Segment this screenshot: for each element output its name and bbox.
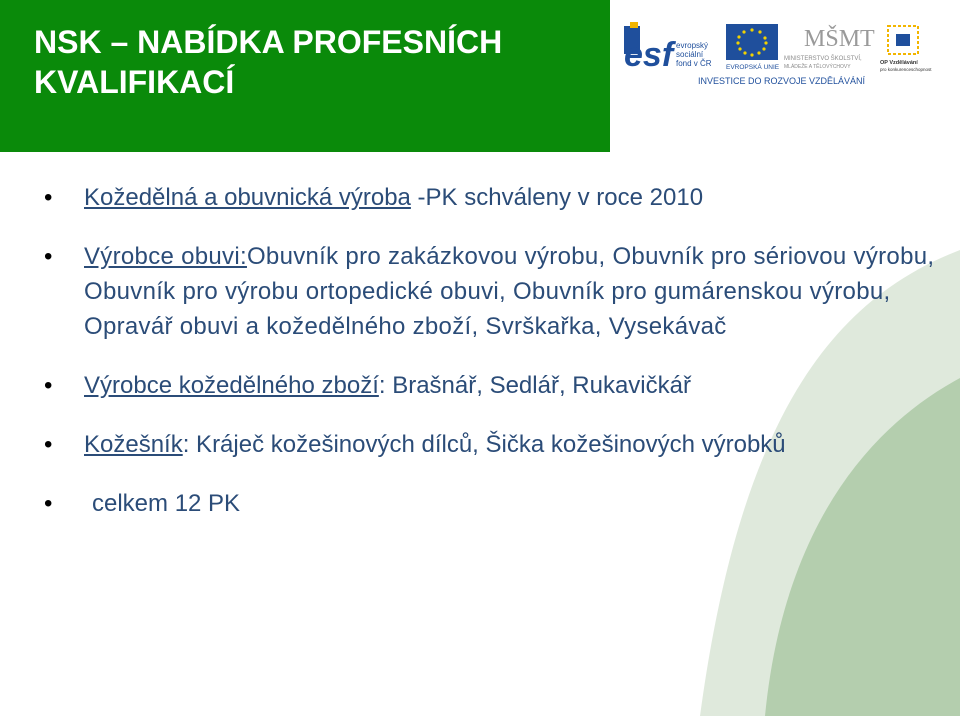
bullet-link[interactable]: Výrobce obuvi: xyxy=(84,243,247,270)
bullet-text: celkem 12 PK xyxy=(92,490,241,517)
bullet-item xyxy=(44,180,944,215)
bullet-item xyxy=(44,486,944,521)
msmt-line1: MINISTERSTVO ŠKOLSTVÍ, xyxy=(784,56,862,62)
esf-line1: evropský xyxy=(676,41,709,50)
msmt-mark: MŠMT xyxy=(804,26,875,52)
bullet-list xyxy=(44,180,944,521)
bullet-link[interactable]: Kožešník xyxy=(84,431,183,458)
op-line1: OP Vzdělávání xyxy=(880,60,918,66)
bullet-item xyxy=(44,239,944,344)
eu-label: EVROPSKÁ UNIE xyxy=(726,64,780,71)
bullet-link[interactable]: Kožedělná a obuvnická výroba xyxy=(84,184,411,211)
esf-logo xyxy=(624,22,712,74)
bullet-link[interactable]: Výrobce kožedělného zboží xyxy=(84,372,379,399)
bullet-item xyxy=(44,368,944,403)
content-area xyxy=(44,180,944,545)
bullet-text: Obuvník pro zakázkovou výrobu, Obuvník pro sériovou výrobu, Obuvník pro výrobu ortopedické obuvi, Obuvník pro gumárenskou výrobu, Opravář obuvi a kožedělného zboží, Svrškařka, Vysekávač xyxy=(84,243,935,340)
bullet-text: : Brašnář, Sedlář, Rukavičkář xyxy=(378,372,691,399)
op-line2: pro konkurenceschopnost xyxy=(880,67,932,72)
logo-tagline: INVESTICE DO ROZVOJE VZDĚLÁVÁNÍ xyxy=(698,76,866,86)
logo-strip xyxy=(618,16,954,88)
bullet-text: : Kráječ kožešinových dílců, Šička kožešinových výrobků xyxy=(182,431,786,458)
esf-line3: fond v ČR xyxy=(676,59,712,68)
esf-line2: sociální xyxy=(676,50,704,59)
title-banner xyxy=(0,0,610,152)
bullet-item xyxy=(44,427,944,462)
op-vk-logo xyxy=(880,26,932,72)
bullet-text: -PK schváleny v roce 2010 xyxy=(410,184,704,211)
slide-title: NSK – NABÍDKA PROFESNÍCH KVALIFIKACÍ xyxy=(34,24,503,100)
eu-flag-logo xyxy=(726,24,780,71)
msmt-logo xyxy=(784,25,875,70)
msmt-line2: MLÁDEŽE A TĚLOVÝCHOVY xyxy=(784,64,851,70)
esf-mark: esf xyxy=(624,36,674,74)
